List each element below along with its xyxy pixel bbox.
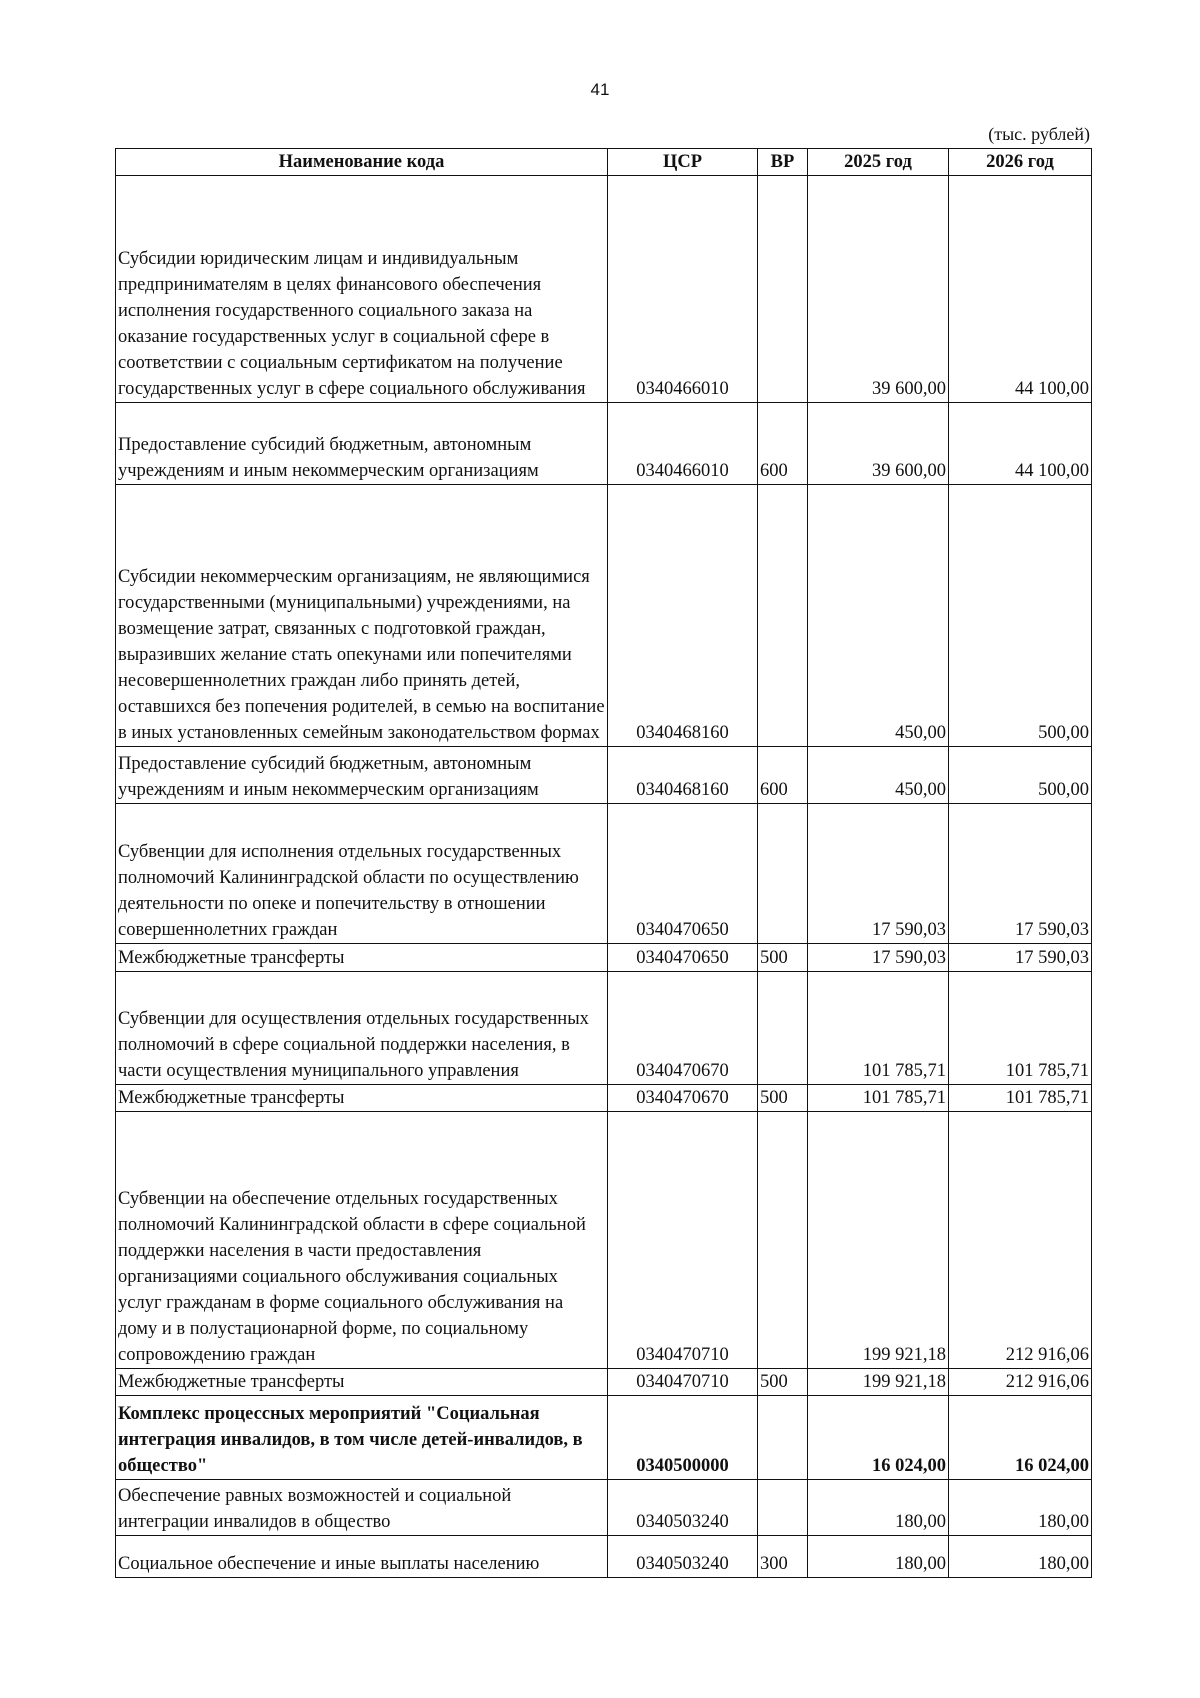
row-csr: 0340470650 (608, 944, 758, 972)
table-row (116, 804, 1092, 944)
row-2025: 199 921,18 (808, 1112, 949, 1369)
row-2025: 180,00 (808, 1536, 949, 1578)
row-name: Межбюджетные трансферты (116, 944, 608, 972)
budget-table (115, 148, 1092, 1578)
row-name: Субсидии некоммерческим организациям, не являющимися государственными (муниципальными) учреждениями, на возмещение затрат, связанных с подготовкой граждан, выразивших желание стать опекунами или попечителями несовершеннолетних граждан либо принять детей, оставшихся без попечения родителей, в семью на воспитание в иных установленных семейным законодательством формах (116, 485, 608, 747)
row-csr: 0340470710 (608, 1369, 758, 1396)
row-name: Социальное обеспечение и иные выплаты населению (116, 1536, 608, 1578)
row-name (116, 176, 608, 403)
table-row (116, 1396, 1092, 1480)
row-name: Субвенции для осуществления отдельных государственных полномочий в сфере социальной поддержки населения, в части осуществления муниципального управления (116, 972, 608, 1085)
table-row (116, 1085, 1092, 1112)
row-csr: 0340466010 (608, 403, 758, 485)
row-vr: 500 (758, 1085, 808, 1112)
row-name: Предоставление субсидий бюджетным, автономным учреждениям и иным некоммерческим организациям (116, 403, 608, 485)
row-name: Комплекс процессных мероприятий "Социальная интеграция инвалидов, в том числе детей-инвалидов, в общество" (116, 1396, 608, 1480)
row-2025: 101 785,71 (808, 1085, 949, 1112)
row-name: Предоставление субсидий бюджетным, автономным учреждениям и иным некоммерческим организациям (116, 747, 608, 804)
row-csr: 0340470650 (608, 804, 758, 944)
table-row (116, 403, 1092, 485)
row-2025: 450,00 (808, 485, 949, 747)
row-2026: 500,00 (949, 485, 1092, 747)
row-name: Субвенции для исполнения отдельных государственных полномочий Калининградской области по осуществлению деятельности по опеке и попечительству в отношении совершеннолетних граждан (116, 804, 608, 944)
row-2026: 500,00 (949, 747, 1092, 804)
row-vr: 600 (758, 747, 808, 804)
row-csr: 0340468160 (608, 485, 758, 747)
row-vr: 600 (758, 403, 808, 485)
row-2025: 180,00 (808, 1480, 949, 1536)
row-vr: 500 (758, 944, 808, 972)
row-2026: 16 024,00 (949, 1396, 1092, 1480)
table-row (116, 1369, 1092, 1396)
row-2026: 44 100,00 (949, 176, 1092, 403)
row-csr: 0340470710 (608, 1112, 758, 1369)
row-csr: 0340503240 (608, 1536, 758, 1578)
row-csr: 0340503240 (608, 1480, 758, 1536)
page-number: 41 (590, 80, 610, 99)
row-2025: 199 921,18 (808, 1369, 949, 1396)
row-vr: 500 (758, 1369, 808, 1396)
header-vr: ВР (758, 149, 808, 176)
row-csr: 0340466010 (608, 176, 758, 403)
row-name: Межбюджетные трансферты (116, 1369, 608, 1396)
table-row (116, 1480, 1092, 1536)
table-row (116, 747, 1092, 804)
row-name-text: Субсидии юридическим лицам и индивидуальным предпринимателям в целях финансового обеспечения исполнения государственного социального заказа на оказание государственных услуг в социальной сфере в соответствии с социальным сертификатом на получение государственных услуг в сфере социального обслуживания (118, 249, 586, 399)
row-vr (758, 176, 808, 403)
table-header-row (116, 149, 1092, 176)
row-2026: 44 100,00 (949, 403, 1092, 485)
row-2025: 450,00 (808, 747, 949, 804)
row-csr: 0340470670 (608, 1085, 758, 1112)
row-2025: 16 024,00 (808, 1396, 949, 1480)
row-2026: 180,00 (949, 1536, 1092, 1578)
row-name: Межбюджетные трансферты (116, 1085, 608, 1112)
row-vr (758, 1480, 808, 1536)
row-2025: 17 590,03 (808, 804, 949, 944)
row-2025: 39 600,00 (808, 176, 949, 403)
row-vr (758, 485, 808, 747)
header-csr: ЦСР (608, 149, 758, 176)
row-vr (758, 804, 808, 944)
row-vr (758, 1396, 808, 1480)
table-row (116, 176, 1092, 403)
row-2025: 17 590,03 (808, 944, 949, 972)
header-2025: 2025 год (808, 149, 949, 176)
row-csr: 0340500000 (608, 1396, 758, 1480)
row-2026: 101 785,71 (949, 1085, 1092, 1112)
header-2026: 2026 год (949, 149, 1092, 176)
table-row (116, 1536, 1092, 1578)
units-label: (тыс. рублей) (988, 124, 1090, 144)
row-csr: 0340468160 (608, 747, 758, 804)
row-2026: 212 916,06 (949, 1369, 1092, 1396)
table-row (116, 972, 1092, 1085)
row-vr (758, 972, 808, 1085)
row-2026: 212 916,06 (949, 1112, 1092, 1369)
row-2025: 101 785,71 (808, 972, 949, 1085)
row-name: Обеспечение равных возможностей и социальной интеграции инвалидов в общество (116, 1480, 608, 1536)
row-2026: 101 785,71 (949, 972, 1092, 1085)
header-name: Наименование кода (116, 149, 608, 176)
row-2026: 17 590,03 (949, 804, 1092, 944)
row-vr (758, 1112, 808, 1369)
table-row (116, 944, 1092, 972)
table-row (116, 485, 1092, 747)
row-2026: 180,00 (949, 1480, 1092, 1536)
row-csr: 0340470670 (608, 972, 758, 1085)
row-2025: 39 600,00 (808, 403, 949, 485)
row-2026: 17 590,03 (949, 944, 1092, 972)
row-vr: 300 (758, 1536, 808, 1578)
row-name: Субвенции на обеспечение отдельных государственных полномочий Калининградской области в сфере социальной поддержки населения в части предоставления организациями социального обслуживания социальных услуг гражданам в форме социального обслуживания на дому и в полустационарной форме, по социальному сопровождению граждан (116, 1112, 608, 1369)
table-row (116, 1112, 1092, 1369)
